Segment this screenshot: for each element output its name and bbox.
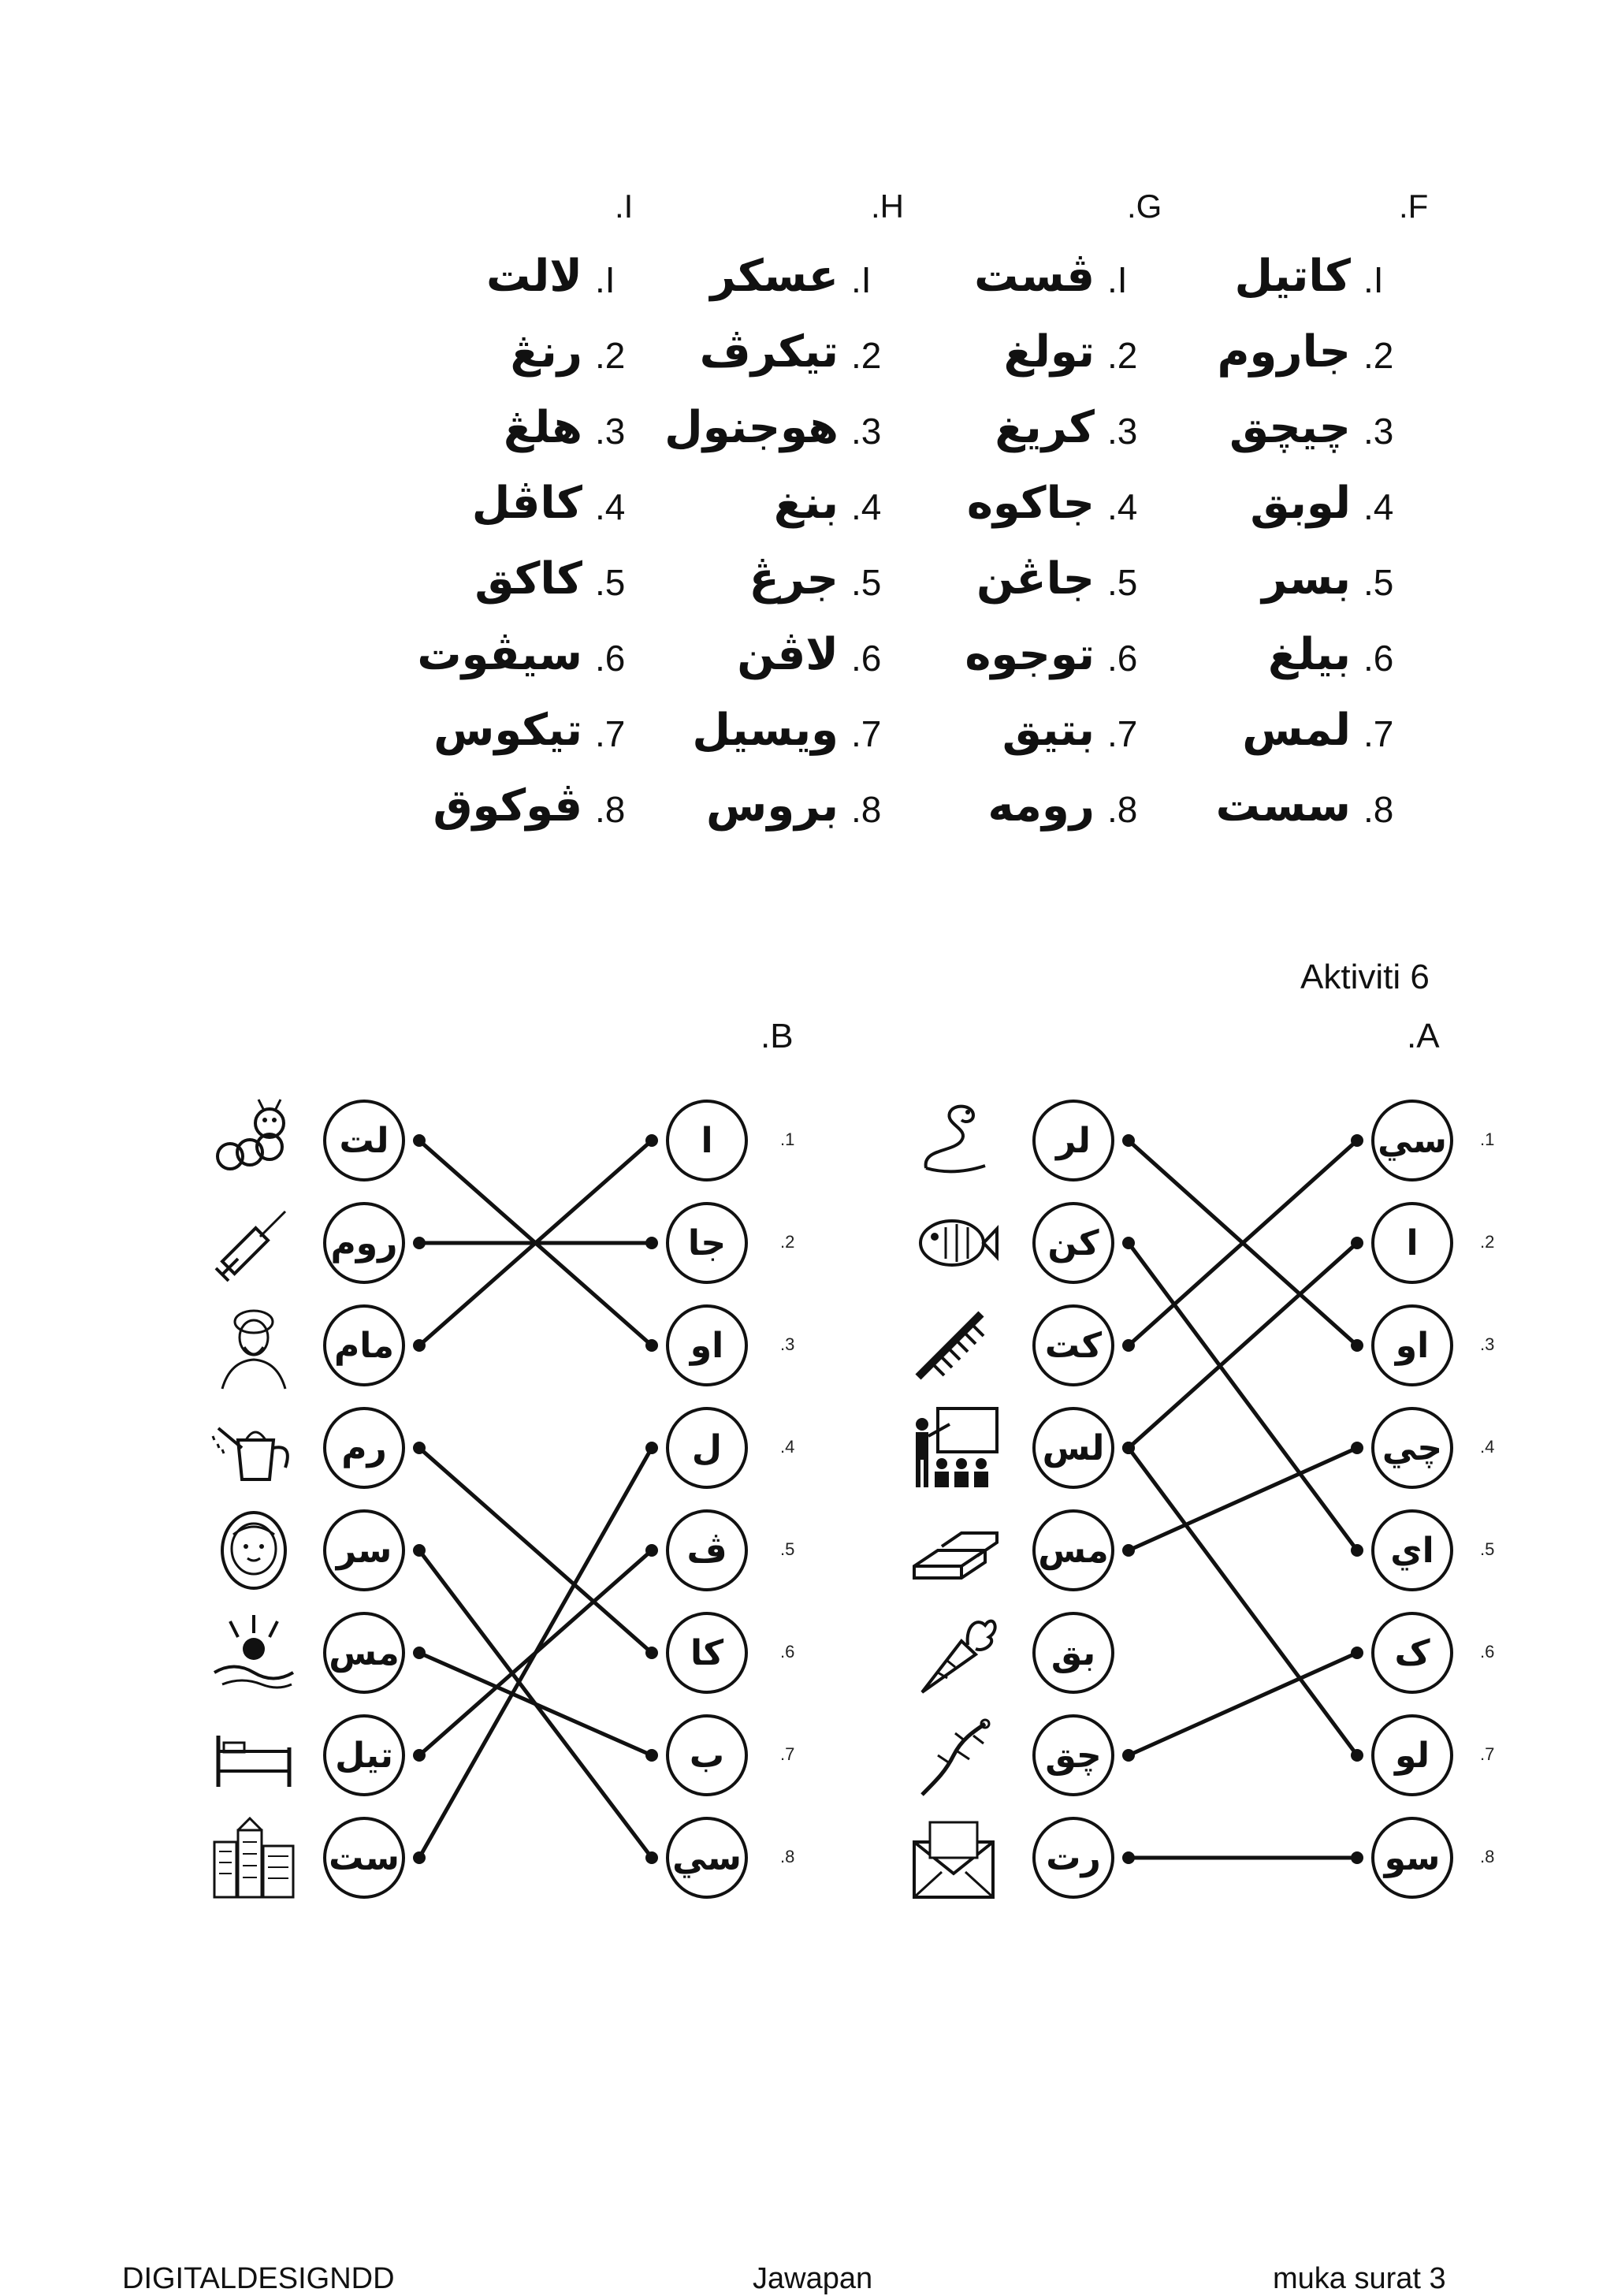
jawi-word: توجوه — [965, 629, 1095, 680]
bed-icon — [206, 1708, 301, 1803]
item-number: .5 — [851, 562, 882, 603]
section-a-match-line — [1129, 1448, 1357, 1755]
section-b-syllable-left[interactable]: او — [666, 1304, 748, 1386]
section-b-line-dot — [413, 1647, 426, 1659]
section-b-syllable-right[interactable]: مام — [323, 1304, 405, 1386]
jawi-word: ڤوكوق — [433, 780, 582, 832]
caterpillar-icon — [206, 1093, 301, 1188]
jawi-word: جاروم — [1217, 326, 1351, 378]
item-number: .5 — [1363, 562, 1394, 603]
section-b-line-dot — [645, 1442, 658, 1454]
item-number: .4 — [851, 486, 882, 527]
item-number: .4 — [1363, 486, 1394, 527]
jawi-word: لمس — [1242, 705, 1351, 756]
section-a-row-number: .4 — [1480, 1437, 1495, 1457]
item-number: .8 — [851, 789, 882, 830]
section-b-match-line — [419, 1550, 652, 1858]
jawi-word: كاڤل — [471, 478, 582, 529]
section-a-syllable-right[interactable]: چق — [1032, 1714, 1114, 1796]
jawi-word: بيلغ — [1268, 629, 1351, 680]
drowning-icon — [206, 1606, 301, 1700]
footer-page-number: muka surat 3 — [1273, 2262, 1446, 2295]
section-a-syllable-left[interactable]: ک — [1371, 1612, 1453, 1694]
item-number: .8 — [595, 789, 626, 830]
section-b-syllable-left[interactable]: ا — [666, 1100, 748, 1181]
section-b-line-dot — [645, 1134, 658, 1147]
list-heading-g: .G — [1127, 188, 1162, 225]
section-a-line-dot — [1351, 1544, 1363, 1557]
section-b-syllable-left[interactable]: سي — [666, 1817, 748, 1899]
item-number: .2 — [595, 335, 626, 376]
section-a-row-number: .6 — [1480, 1642, 1495, 1662]
section-b-syllable-right[interactable]: تيل — [323, 1714, 405, 1796]
section-a-syllable-right[interactable]: كن — [1032, 1202, 1114, 1284]
jawi-word: چيچق — [1229, 402, 1351, 453]
jawi-word: تولغ — [1003, 326, 1095, 378]
section-b-line-dot — [413, 1544, 426, 1557]
jawi-word: رومه — [987, 780, 1095, 832]
section-b-row-number: .2 — [780, 1232, 795, 1252]
section-b-line-dot — [413, 1442, 426, 1454]
section-a-line-dot — [1351, 1237, 1363, 1249]
section-a-line-dot — [1122, 1339, 1135, 1352]
section-b-row-number: .8 — [780, 1847, 795, 1866]
jawi-word: بتيق — [1002, 705, 1095, 756]
item-number: .7 — [595, 713, 626, 754]
section-b-line-dot — [413, 1237, 426, 1249]
jawi-word: تيكرڤ — [699, 326, 839, 378]
snake-icon — [906, 1093, 1001, 1188]
section-a-row-number: .5 — [1480, 1539, 1495, 1559]
section-a-syllable-left[interactable]: لو — [1371, 1714, 1453, 1796]
section-a-syllable-left[interactable]: او — [1371, 1304, 1453, 1386]
section-b-syllable-left[interactable]: ڤ — [666, 1509, 748, 1591]
syringe-icon — [206, 1196, 301, 1290]
envelope-icon — [906, 1810, 1001, 1905]
teacher-icon — [906, 1401, 1001, 1495]
section-a-line-dot — [1122, 1544, 1135, 1557]
carrot-icon — [906, 1606, 1001, 1700]
section-b-row-number: .5 — [780, 1539, 795, 1559]
list-heading-h: .H — [871, 188, 904, 225]
comb-icon — [906, 1298, 1001, 1393]
jawi-word: جاكوه — [966, 478, 1095, 529]
jawi-word: سست — [1215, 780, 1351, 832]
item-number: .2 — [1363, 335, 1394, 376]
section-b-syllable-right[interactable]: ست — [323, 1817, 405, 1899]
item-number: .7 — [1363, 713, 1394, 754]
jawi-word: رنڠ — [510, 326, 582, 378]
section-b-line-dot — [645, 1237, 658, 1249]
section-a-row-number: .8 — [1480, 1847, 1495, 1866]
section-b-line-dot — [645, 1647, 658, 1659]
section-b-syllable-right[interactable]: سر — [323, 1509, 405, 1591]
section-b-row-number: .3 — [780, 1334, 795, 1354]
section-a-line-dot — [1351, 1134, 1363, 1147]
section-a-line-dot — [1122, 1442, 1135, 1454]
item-number: .6 — [851, 638, 882, 679]
item-number: .6 — [595, 638, 626, 679]
town-buildings-icon — [206, 1810, 301, 1905]
item-number: .3 — [595, 411, 626, 452]
section-b-line-dot — [645, 1339, 658, 1352]
item-number: .8 — [1107, 789, 1138, 830]
section-a-match-line — [1129, 1243, 1357, 1550]
footer-brand: DIGITALDESIGNDD — [122, 2262, 395, 2295]
section-b-row-number: .1 — [780, 1129, 795, 1149]
section-a-syllable-left[interactable]: سي — [1371, 1100, 1453, 1181]
section-a-line-dot — [1122, 1749, 1135, 1762]
item-number: .2 — [1107, 335, 1138, 376]
jawi-word: بنغ — [773, 478, 839, 529]
section-b-line-dot — [413, 1134, 426, 1147]
section-b-syllable-left[interactable]: جا — [666, 1202, 748, 1284]
jawi-word: ڤست — [974, 251, 1095, 302]
section-b-line-dot — [645, 1749, 658, 1762]
jawi-word: لوبق — [1250, 478, 1351, 529]
item-number: .7 — [851, 713, 882, 754]
jawi-word: بسر — [1262, 553, 1351, 605]
item-number: .3 — [1363, 411, 1394, 452]
section-a-syllable-left[interactable]: ا — [1371, 1202, 1453, 1284]
section-b-syllable-right[interactable]: رم — [323, 1407, 405, 1489]
section-a-syllable-right[interactable]: لس — [1032, 1407, 1114, 1489]
jawi-word: كاكق — [474, 553, 582, 605]
section-a-line-dot — [1351, 1851, 1363, 1864]
section-a-line-dot — [1122, 1134, 1135, 1147]
section-a-line-dot — [1351, 1647, 1363, 1659]
section-a-line-dot — [1351, 1339, 1363, 1352]
jawi-word: كريغ — [995, 402, 1095, 453]
item-number: .5 — [1107, 562, 1138, 603]
section-b-row-number: .7 — [780, 1744, 795, 1764]
jawi-word: جاڠن — [976, 553, 1095, 605]
section-a-row-number: .3 — [1480, 1334, 1495, 1354]
jawi-word: ويسيل — [692, 705, 839, 756]
item-number: .4 — [1107, 486, 1138, 527]
section-b-syllable-left[interactable]: ب — [666, 1714, 748, 1796]
item-number: .3 — [1107, 411, 1138, 452]
jawi-word: سيڤوت — [417, 629, 582, 680]
item-number: .8 — [1363, 789, 1394, 830]
section-a-line-dot — [1122, 1851, 1135, 1864]
section-a-row-number: .1 — [1480, 1129, 1495, 1149]
item-number: .I — [1363, 259, 1384, 300]
section-b-syllable-left[interactable]: كا — [666, 1612, 748, 1694]
section-b-line-dot — [645, 1544, 658, 1557]
section-a-line-dot — [1351, 1442, 1363, 1454]
jawi-word: هوجنول — [664, 402, 839, 453]
jawi-word: لاڤن — [737, 629, 839, 680]
item-number: .I — [1107, 259, 1128, 300]
fish-icon — [906, 1196, 1001, 1290]
section-a-line-dot — [1122, 1237, 1135, 1249]
gold-bars-icon — [906, 1503, 1001, 1598]
section-b-row-number: .4 — [780, 1437, 795, 1457]
section-a-line-dot — [1351, 1749, 1363, 1762]
item-number: .2 — [851, 335, 882, 376]
section-a-row-number: .2 — [1480, 1232, 1495, 1252]
section-b-match-line — [419, 1448, 652, 1653]
jawi-word: هلڠ — [504, 402, 582, 453]
list-heading-f: .F — [1399, 188, 1429, 225]
lizard-icon — [906, 1708, 1001, 1803]
item-number: .5 — [595, 562, 626, 603]
girl-portrait-icon — [206, 1503, 301, 1598]
section-a-match-line — [1129, 1653, 1357, 1755]
jawi-word: عسكر — [710, 251, 839, 302]
section-b-line-dot — [645, 1851, 658, 1864]
section-a-syllable-left[interactable]: سو — [1371, 1817, 1453, 1899]
jawi-word: لالت — [485, 251, 582, 302]
section-b-syllable-right[interactable]: لت — [323, 1100, 405, 1181]
section-b-line-dot — [413, 1339, 426, 1352]
section-a-match-line — [1129, 1448, 1357, 1550]
section-a-label: .A — [1407, 1017, 1440, 1055]
item-number: .6 — [1107, 638, 1138, 679]
section-a-syllable-right[interactable]: مس — [1032, 1509, 1114, 1591]
section-b-line-dot — [413, 1749, 426, 1762]
jawi-word: كاتيل — [1234, 251, 1351, 302]
section-b-syllable-right[interactable]: روم — [323, 1202, 405, 1284]
section-a-syllable-right[interactable]: كت — [1032, 1304, 1114, 1386]
item-number: .6 — [1363, 638, 1394, 679]
jawi-word: جرڠ — [749, 553, 839, 605]
section-a-syllable-right[interactable]: رت — [1032, 1817, 1114, 1899]
section-a-syllable-left[interactable]: اي — [1371, 1509, 1453, 1591]
section-a-syllable-left[interactable]: چي — [1371, 1407, 1453, 1489]
footer-center: Jawapan — [753, 2262, 873, 2295]
section-b-syllable-right[interactable]: مس — [323, 1612, 405, 1694]
jawi-word: بروس — [706, 780, 839, 832]
old-man-icon — [206, 1298, 301, 1393]
activity-title: Aktiviti 6 — [1300, 958, 1430, 996]
jawi-word: تيكوس — [433, 705, 582, 756]
watering-can-icon — [206, 1401, 301, 1495]
section-b-label: .B — [761, 1017, 794, 1055]
item-number: .7 — [1107, 713, 1138, 754]
section-a-syllable-right[interactable]: لر — [1032, 1100, 1114, 1181]
item-number: .3 — [851, 411, 882, 452]
section-b-syllable-left[interactable]: ل — [666, 1407, 748, 1489]
item-number: .I — [851, 259, 872, 300]
section-a-row-number: .7 — [1480, 1744, 1495, 1764]
section-a-match-line — [1129, 1243, 1357, 1448]
section-b-line-dot — [413, 1851, 426, 1864]
section-b-match-line — [419, 1550, 652, 1755]
item-number: .I — [595, 259, 615, 300]
list-heading-i: .I — [615, 188, 634, 225]
section-a-syllable-right[interactable]: بق — [1032, 1612, 1114, 1694]
section-b-row-number: .6 — [780, 1642, 795, 1662]
item-number: .4 — [595, 486, 626, 527]
